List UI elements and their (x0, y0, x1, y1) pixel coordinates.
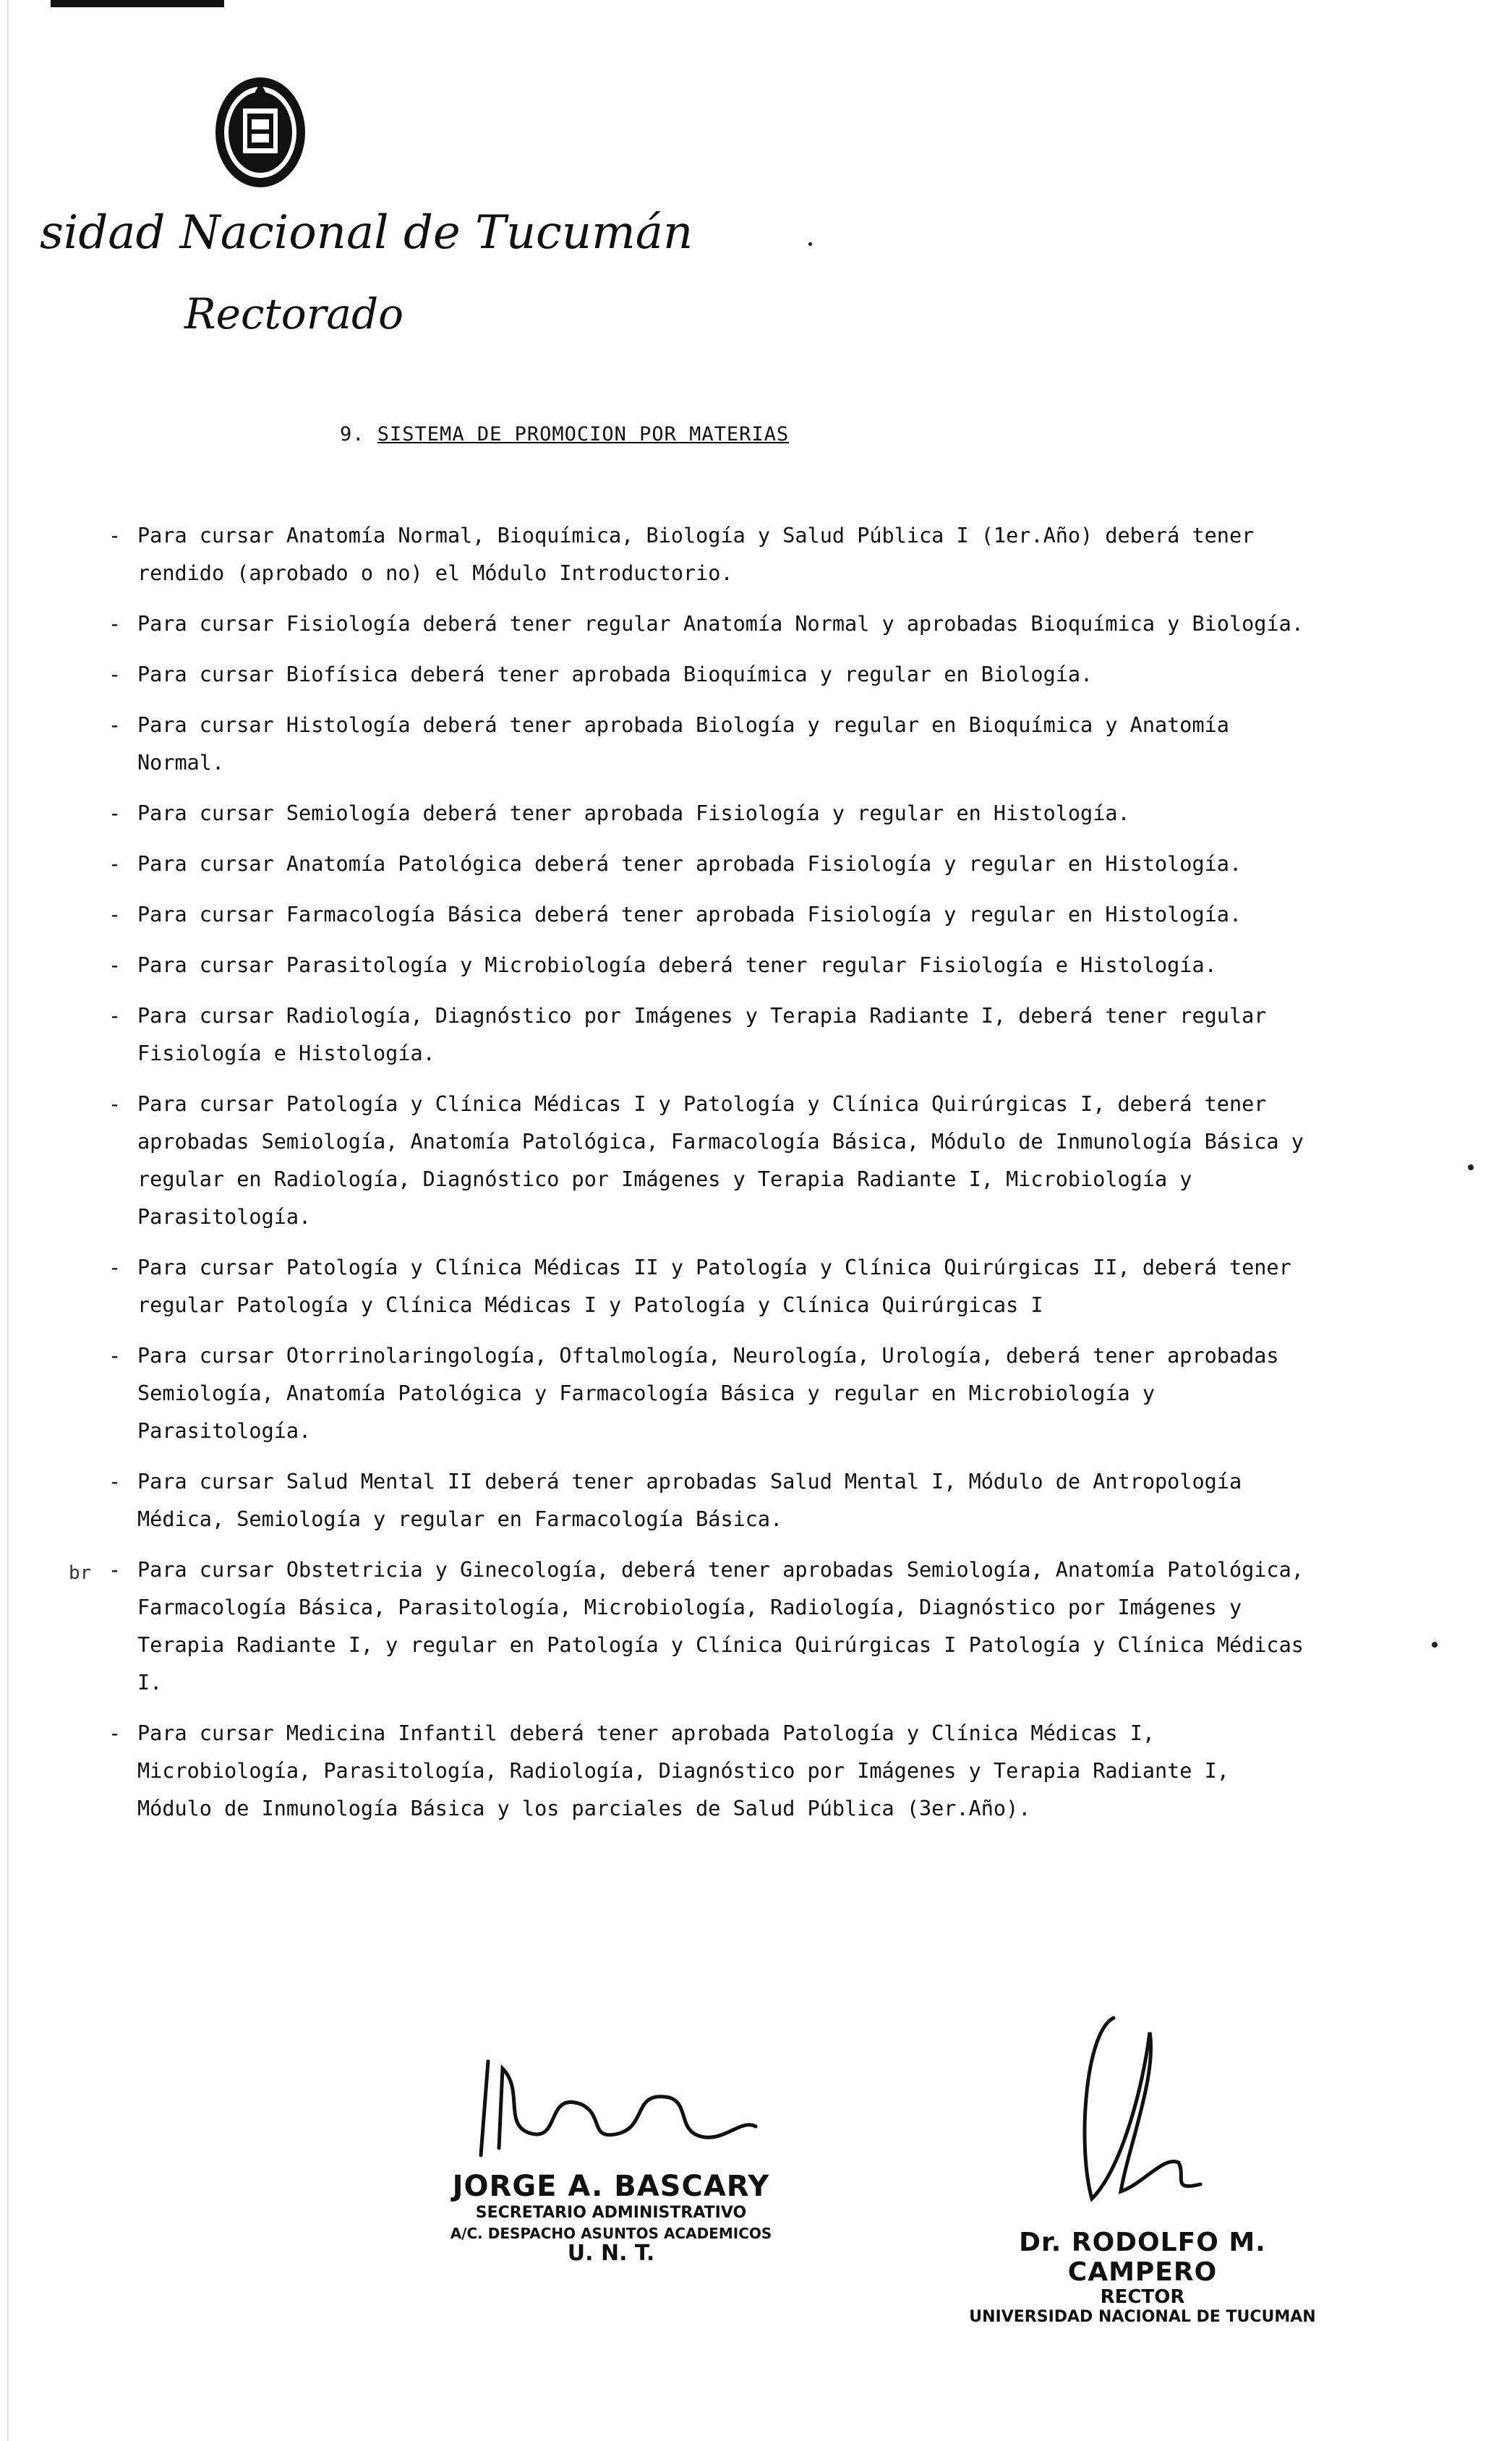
bullet-dash: - (108, 1004, 121, 1028)
rule-text: Para cursar Biofísica deberá tener aprobada Bioquímica y regular en Biología. (137, 663, 1093, 686)
rule-item (108, 707, 1309, 782)
bullet-dash: - (108, 801, 121, 825)
margin-mark: br (69, 1562, 92, 1584)
section-number: 9. (340, 423, 365, 446)
signatory-title-right: RECTOR (1100, 2286, 1185, 2308)
rule-text: Para cursar Anatomía Patológica deberá tener aprobada Fisiología y regular en Histología. (137, 852, 1242, 876)
bullet-dash: - (108, 612, 121, 636)
signature-block-left (423, 2047, 799, 2264)
rule-item (108, 517, 1309, 592)
rule-item (108, 896, 1309, 934)
section-title: SISTEMA DE PROMOCION POR MATERIAS (377, 423, 790, 446)
rule-item (108, 1086, 1309, 1236)
rule-item (108, 1551, 1309, 1702)
signature-block-right (940, 2003, 1345, 2327)
bullet-dash: - (108, 1470, 121, 1494)
rule-item (108, 947, 1309, 984)
signatory-name-left: JORGE A. BASCARY (452, 2170, 770, 2203)
signatory-institution-right: UNIVERSIDAD NACIONAL DE TUCUMAN (969, 2308, 1316, 2326)
rule-item (108, 605, 1309, 643)
rule-text: Para cursar Semiología deberá tener aprobada Fisiología y regular en Histología. (137, 801, 1130, 825)
rule-text: Para cursar Parasitología y Microbiología deberá tener regular Fisiología e Histología. (137, 953, 1217, 977)
institution-name: sidad Nacional de Tucumán (40, 206, 693, 260)
signatory-name-right: Dr. RODOLFO M. CAMPERO (1019, 2228, 1266, 2287)
rule-item (108, 1715, 1309, 1828)
handwritten-signature-icon (459, 2047, 763, 2170)
rule-text: Para cursar Obstetricia y Ginecología, deberá tener aprobadas Semiología, Anatomía Patológica, Farmacología Básica, Parasitología, Microbiología, Radiología, Diagnóstico por Imágenes y Terapia Radiante I, y regular en Patología y Clínica Quirúrgicas I Patología y Clínica Médicas I. (137, 1558, 1304, 1695)
scan-top-bar (51, 0, 224, 7)
scan-speck (808, 242, 812, 246)
rule-text: Para cursar Medicina Infantil deberá tener aprobada Patología y Clínica Médicas I, Microbiología, Parasitología, Radiología, Diagnóstico por Imágenes y Terapia Radiante I, Módulo de Inmunología Básica y los parciales de Salud Pública (3er.Año). (137, 1721, 1229, 1820)
promotion-rules-list (108, 517, 1309, 1841)
rule-item (108, 795, 1309, 832)
rule-text: Para cursar Anatomía Normal, Bioquímica, Biología y Salud Pública I (1er.Año) deberá tener rendido (aprobado o no) el Módulo Introductorio. (137, 524, 1255, 585)
scan-speck (1468, 1164, 1474, 1170)
bullet-dash: - (108, 903, 121, 926)
office-name: Rectorado (184, 289, 404, 338)
rule-item (108, 1249, 1309, 1324)
rule-text: Para cursar Patología y Clínica Médicas I y Patología y Clínica Quirúrgicas I, deberá tener aprobadas Semiología, Anatomía Patológica, Farmacología Básica, Módulo de Inmunología Básica y regular en Radiología, Diagnóstico por Imágenes y Terapia Radiante I, Microbiología y Parasitología. (137, 1092, 1304, 1229)
rule-text: Para cursar Radiología, Diagnóstico por Imágenes y Terapia Radiante I, deberá tener regular Fisiología e Histología. (137, 1004, 1267, 1065)
rule-item (108, 1463, 1309, 1538)
signatory-office-left: A/C. DESPACHO ASUNTOS ACADEMICOS (450, 2225, 772, 2242)
bullet-dash: - (108, 1092, 121, 1116)
bullet-dash: - (108, 953, 121, 977)
rule-text: Para cursar Fisiología deberá tener regular Anatomía Normal y aprobadas Bioquímica y Biología. (137, 612, 1304, 636)
rule-text: Para cursar Salud Mental II deberá tener aprobadas Salud Mental I, Módulo de Antropología Médica, Semiología y regular en Farmacología Básica. (137, 1470, 1242, 1531)
rule-text: Para cursar Farmacología Básica deberá tener aprobada Fisiología y regular en Histología. (137, 903, 1242, 926)
signatory-unit-left: U. N. T. (567, 2241, 655, 2266)
bullet-dash: - (108, 852, 121, 876)
scan-speck (1432, 1642, 1438, 1648)
section-heading (340, 423, 789, 446)
rule-text: Para cursar Patología y Clínica Médicas II y Patología y Clínica Quirúrgicas II, deberá tener regular Patología y Clínica Médicas I y Patología y Clínica Quirúrgicas I (137, 1256, 1291, 1317)
rule-item (108, 656, 1309, 694)
bullet-dash: - (108, 1256, 121, 1279)
bullet-dash: - (108, 1558, 121, 1582)
university-seal-icon (210, 69, 311, 192)
bullet-dash: - (108, 713, 121, 737)
bullet-dash: - (108, 663, 121, 686)
rule-text: Para cursar Otorrinolaringología, Oftalmología, Neurología, Urología, deberá tener aprobadas Semiología, Anatomía Patológica y Farmacología Básica y regular en Microbiología y Parasitología. (137, 1344, 1279, 1443)
rule-text: Para cursar Histología deberá tener aprobada Biología y regular en Bioquímica y Anatomía Normal. (137, 713, 1229, 775)
bullet-dash: - (108, 1721, 121, 1745)
rule-item (108, 997, 1309, 1073)
scan-edge (7, 0, 9, 2441)
rule-item (108, 1337, 1309, 1450)
rule-item (108, 845, 1309, 883)
signatory-title-left: SECRETARIO ADMINISTRATIVO (475, 2204, 747, 2222)
bullet-dash: - (108, 524, 121, 548)
handwritten-signature-icon (1034, 2003, 1251, 2228)
bullet-dash: - (108, 1344, 121, 1368)
